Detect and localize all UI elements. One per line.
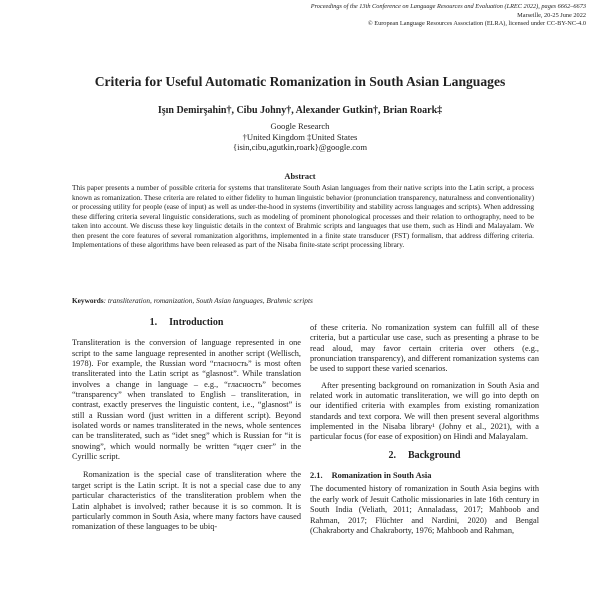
right-column [310,323,539,536]
keywords-label: Keywords [72,296,104,305]
proceedings-line: Proceedings of the 13th Conference on Language Resources and Evaluation (LREC 2022), pages 6662–6673 [310,3,586,10]
section-heading-introduction [72,318,301,328]
author-locations: †United Kingdom ‡United States [242,131,358,142]
keywords-values: : transliteration, romanization, South Asian languages, Brahmic scripts [103,296,313,305]
section-number: 1. [149,317,158,328]
left-column [72,318,301,533]
section-title: Background [407,449,461,461]
abstract-heading: Abstract [284,172,316,181]
subsection-heading-romanization [310,471,539,481]
intro-paragraph-1: Transliteration is the conversion of language represented in one script to the same language represented in another script (Wellisch, 1978). For example, the Russian word “гласность” is most often transliterated into the Latin script as “glasnost”. While translation involves a change in language – e.g., “гласность” becomes “transparency” when translated to English – transliteration, in contrast, exactly preserves the linguistic content, i.e., “glasnost” is still a Russian word (just written in a different script). Beyond isolated words or names transliterated in the news, whole sentences can be transliterated, such as “idet sneg” which is Russian for “it is snowing”, which would normally be written “идет снег” in the Cyrillic script. [72,338,301,462]
subsection-title: Romanization in South Asia [331,471,432,481]
background-paragraph-1: The documented history of romanization in South Asia begins with the early work of Jesuit Catholic missionaries in late 16th century in South India (Veliath, 2011; Annaladass, 2017; Mahboob and Rahman, 2017; Flüchter and Nardini, 2020) and Bengal (Chakraborty and Chakraborty, 1976; Mahboob and Rahman, [310,484,539,535]
section-number: 2. [388,449,396,461]
abstract-text: This paper presents a number of possible criteria for systems that transliterate South Asian languages from their native scripts into the Latin script, a process known as romanization. These criteria are related to either fidelity to human linguistic behavior (pronunciation transparency, naturalness and conventionality) or processing utility for people (ease of input) as well as under-the-hood in systems (invertibility and stability across languages and scripts). When addressing these differing criteria several linguistic considerations, such as modeling of prominent phonological processes and their relation to orthography, need to be taken into account. We discuss these key linguistic details in the context of Brahmic scripts and languages that use them, such as Hindi and Malayalam. We then present the core features of several romanization algorithms, implemented in a finite state transducer (FST) formalism, that address differing criteria. Implementations of these algorithms have been released as part of the Nisaba finite-state script processing library. [72,183,534,249]
outline-paragraph: After presenting background on romanization in South Asia and related work in automatic transliteration, we will go into depth on our identified criteria with examples from existing romanization standards and text corpora. We will then present several algorithms implemented in the Nisaba library¹ (Johny et al., 2021), with a particular focus (for ease of exposition) on Hindi and Malayalam. [310,380,539,442]
section-heading-background [310,451,539,461]
section-title: Introduction [169,317,224,328]
intro-paragraph-2: Romanization is the special case of transliteration where the target script is the Latin script. It is not a special case due to any particular characteristics of the transliteration problem when the Latin alphabet is involved; rather because it is so common. It is particularly common in South Asia, where many factors have caused romanization of these languages to be ubiq- [72,470,301,532]
author-emails: {isin,cibu,agutkin,roark}@google.com [232,142,368,153]
organization: Google Research [270,121,330,131]
paper-authors: Işın Demirşahin†, Cibu Johny†, Alexander Gutkin†, Brian Roark‡ [157,105,443,116]
paper-title: Criteria for Useful Automatic Romanization in South Asian Languages [94,74,506,89]
affiliations [0,121,600,153]
proceedings-header [166,3,586,29]
license-line: © European Language Resources Association (ELRA), licensed under CC-BY-NC-4.0 [367,20,586,28]
subsection-number: 2.1. [310,471,323,481]
keywords [72,296,534,305]
location-line: Marseille, 20-25 June 2022 [517,11,586,19]
criteria-paragraph: of these criteria. No romanization system can fulfill all of these criteria, but a particular use case, such as presenting a phrase to be read aloud, may favor certain criteria over others (e.g., pronunciation transparency), and different romanization systems can be used to support these varied scenarios. [310,323,539,374]
